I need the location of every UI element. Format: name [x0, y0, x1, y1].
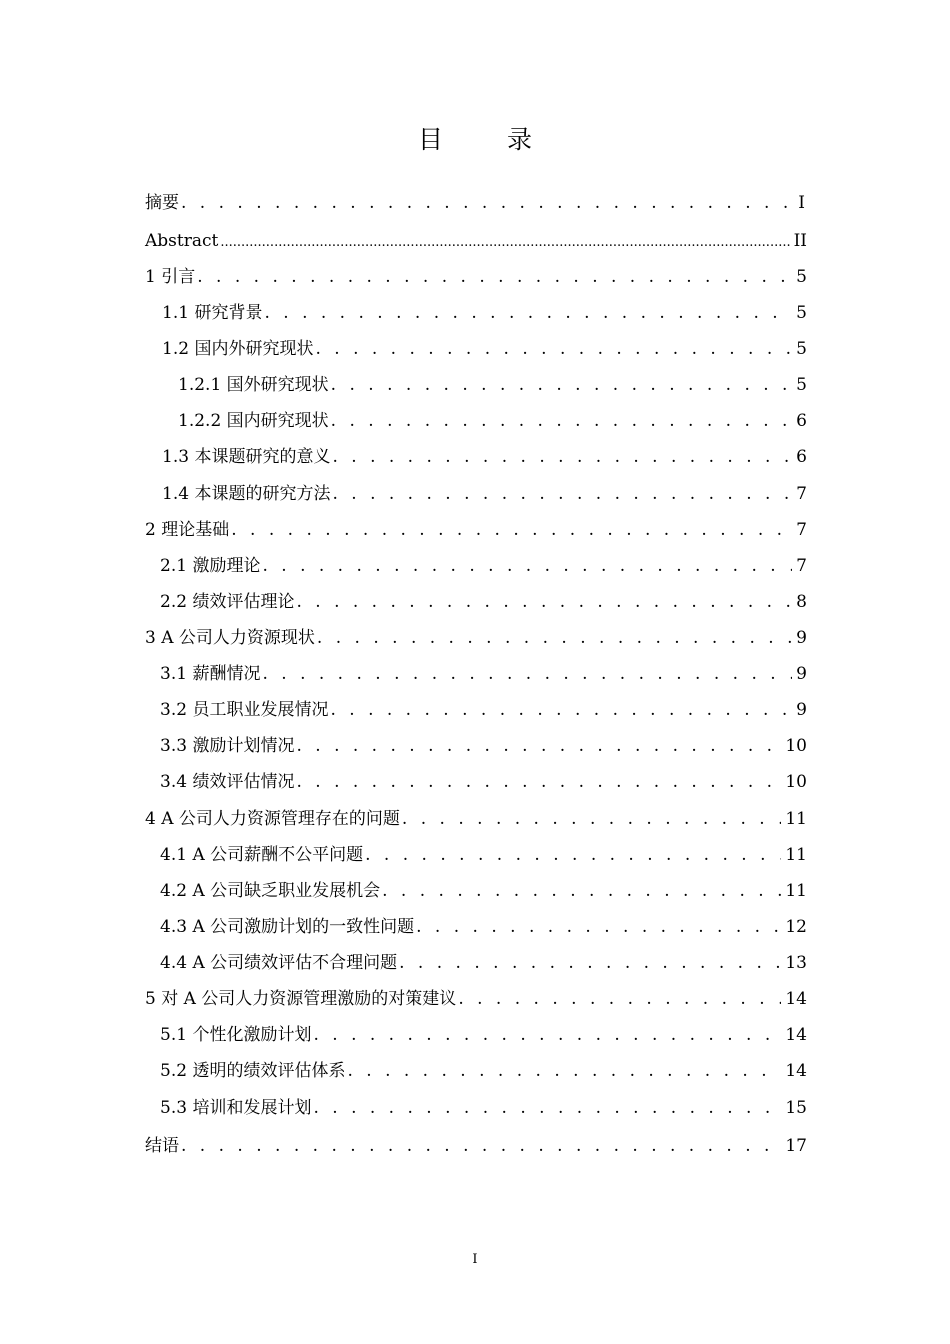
toc-entry-label: 2.2 绩效评估理论	[160, 592, 295, 612]
toc-leader	[330, 699, 792, 721]
toc-leader	[315, 338, 792, 360]
toc-leader	[347, 1060, 781, 1082]
toc-entry[interactable]	[145, 1135, 807, 1157]
toc-entry[interactable]	[160, 952, 807, 974]
toc-entry-page: 7	[796, 520, 807, 540]
toc-entry[interactable]	[162, 483, 807, 505]
toc-entry[interactable]	[178, 374, 807, 396]
toc-leader	[231, 519, 792, 541]
toc-entry[interactable]	[162, 446, 807, 468]
toc-entry-page: 6	[796, 411, 807, 431]
toc-entry[interactable]	[145, 519, 807, 541]
toc-entry[interactable]	[160, 844, 807, 866]
toc-leader	[296, 735, 781, 757]
toc-entry[interactable]	[145, 988, 807, 1010]
toc-entry[interactable]	[162, 338, 807, 360]
toc-leader	[402, 808, 781, 830]
toc-leader	[332, 446, 792, 468]
toc-entry-label: 1.4 本课题的研究方法	[162, 484, 331, 504]
toc-entry[interactable]	[160, 1097, 807, 1119]
toc-leader	[313, 1097, 781, 1119]
toc-leader	[262, 663, 792, 685]
toc-entry-page: 7	[796, 556, 807, 576]
toc-entry-label: Abstract	[145, 231, 219, 251]
toc-entry-page: 7	[796, 484, 807, 504]
toc-leader	[220, 230, 789, 254]
toc-entry-label: 1.1 研究背景	[162, 303, 263, 323]
toc-entry-page: 14	[785, 989, 807, 1009]
toc-entry-page: 10	[785, 772, 807, 792]
toc-entry[interactable]	[160, 699, 807, 721]
toc-entry-page: 6	[796, 447, 807, 467]
toc-entry-label: 1.3 本课题研究的意义	[162, 447, 331, 467]
toc-entry-page: 5	[796, 303, 807, 323]
toc-entry-label: 1.2 国内外研究现状	[162, 339, 314, 359]
toc-entry[interactable]	[160, 916, 807, 938]
toc-entry-page: 11	[785, 881, 807, 901]
toc-entry-page: 12	[785, 917, 807, 937]
toc-entry-label: 3.4 绩效评估情况	[160, 772, 295, 792]
toc-entry[interactable]	[145, 192, 805, 214]
toc-entry-label: 1 引言	[145, 267, 196, 287]
toc-entry-page: 9	[796, 664, 807, 684]
toc-entry-page: 8	[796, 592, 807, 612]
toc-entry-page: I	[798, 193, 805, 213]
toc-entry[interactable]	[160, 663, 807, 685]
toc-entry-page: 5	[796, 267, 807, 287]
toc-entry-label: 5 对 A 公司人力资源管理激励的对策建议	[145, 989, 457, 1009]
toc-leader	[317, 627, 792, 649]
toc-entry[interactable]	[162, 302, 807, 324]
toc-leader	[458, 988, 781, 1010]
toc-entry-page: 11	[785, 845, 807, 865]
toc-leader	[331, 410, 793, 432]
toc-leader	[296, 591, 792, 613]
toc-leader	[331, 374, 793, 396]
toc-entry-page: 5	[796, 375, 807, 395]
toc-entry-label: 4.4 A 公司绩效评估不合理问题	[160, 953, 398, 973]
toc-leader	[313, 1024, 781, 1046]
toc-entry-label: 5.2 透明的绩效评估体系	[160, 1061, 346, 1081]
toc-entry-page: 5	[796, 339, 807, 359]
toc-entry-label: 4.1 A 公司薪酬不公平问题	[160, 845, 364, 865]
toc-leader	[264, 302, 792, 324]
toc-entry-page: 13	[785, 953, 807, 973]
toc-entry-page: 9	[796, 628, 807, 648]
toc-leader	[332, 483, 792, 505]
toc-leader	[197, 266, 792, 288]
toc-entry-page: 10	[785, 736, 807, 756]
toc-entry-label: 5.3 培训和发展计划	[160, 1098, 312, 1118]
toc-entry-label: 4.3 A 公司激励计划的一致性问题	[160, 917, 415, 937]
toc-leader	[399, 952, 781, 974]
toc-leader	[416, 916, 781, 938]
toc-entry[interactable]	[160, 1060, 807, 1082]
toc-entry-page: 17	[785, 1136, 807, 1156]
toc-entry-label: 2.1 激励理论	[160, 556, 261, 576]
toc-entry[interactable]	[160, 1024, 807, 1046]
toc-entry[interactable]	[160, 880, 807, 902]
toc-entry-page: II	[793, 231, 807, 251]
toc-entry-page: 15	[785, 1098, 807, 1118]
toc-entry-label: 结语	[145, 1136, 179, 1156]
toc-entry[interactable]	[160, 771, 807, 793]
toc-entry-label: 5.1 个性化激励计划	[160, 1025, 312, 1045]
toc-entry-label: 3.1 薪酬情况	[160, 664, 261, 684]
toc-entry-label: 3.2 员工职业发展情况	[160, 700, 329, 720]
toc-entry[interactable]	[145, 627, 807, 649]
toc-entry-label: 1.2.2 国内研究现状	[178, 411, 329, 431]
toc-entry-page: 11	[785, 809, 807, 829]
toc-leader	[262, 555, 792, 577]
toc-entry[interactable]	[160, 591, 807, 613]
toc-entry[interactable]	[160, 555, 807, 577]
toc-leader	[181, 192, 794, 214]
toc-leader	[365, 844, 781, 866]
toc-entry-page: 14	[785, 1061, 807, 1081]
toc-leader	[296, 771, 781, 793]
toc-entry-label: 1.2.1 国外研究现状	[178, 375, 329, 395]
toc-entry[interactable]	[145, 266, 807, 288]
toc-entry-label: 3.3 激励计划情况	[160, 736, 295, 756]
toc-entry-label: 2 理论基础	[145, 520, 230, 540]
toc-entry-page: 9	[796, 700, 807, 720]
toc-entry[interactable]	[160, 735, 807, 757]
page-title: 目 录	[418, 125, 560, 154]
toc-entry-label: 摘要	[145, 193, 179, 213]
toc-entry-page: 14	[785, 1025, 807, 1045]
toc-entry[interactable]	[145, 808, 807, 830]
toc-entry[interactable]	[145, 230, 807, 252]
toc-leader	[181, 1135, 781, 1157]
toc-leader	[382, 880, 781, 902]
toc-entry[interactable]	[178, 410, 807, 432]
toc-entry-label: 3 A 公司人力资源现状	[145, 628, 315, 648]
toc-entry-label: 4.2 A 公司缺乏职业发展机会	[160, 881, 381, 901]
toc-entry-label: 4 A 公司人力资源管理存在的问题	[145, 809, 400, 829]
footer-page-number: I	[472, 1252, 478, 1267]
